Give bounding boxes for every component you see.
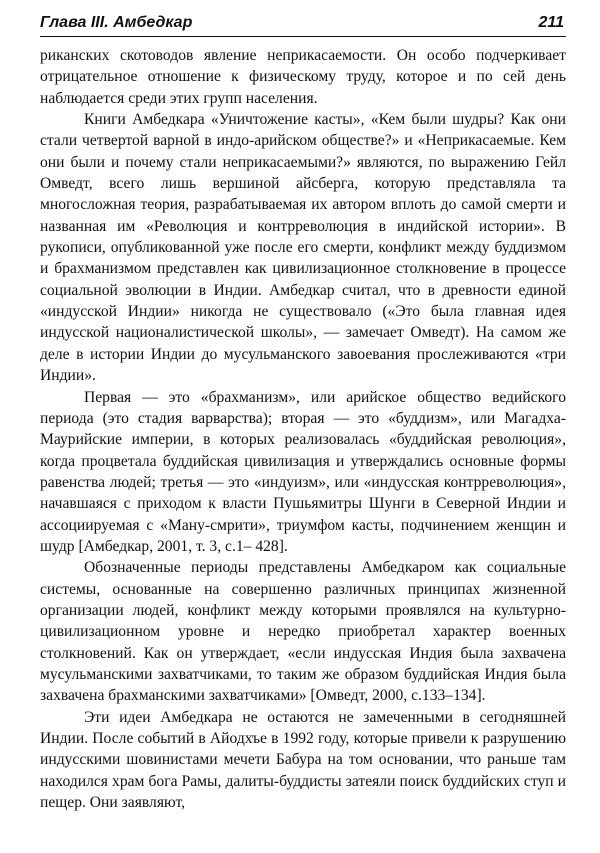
page-number: 211: [538, 14, 564, 31]
running-header: [40, 14, 566, 37]
chapter-title: Глава III. Амбедкар: [40, 14, 193, 31]
paragraph: Эти идеи Амбедкара не остаются не замеченными в сегодняшней Индии. После событий в Айодхъе в 1992 году, которые привели к разрушению индусскими шовинистами мечети Бабура на том основании, что раньше там находился храм бога Рамы, далиты-буддисты затеяли поиск буддийских ступ и пещер. Они заявляют,: [40, 708, 566, 812]
body-text: [40, 45, 566, 813]
paragraph: Первая — это «брахманизм», или арийское общество ведийского периода (это стадия варварства); вторая — это «буддизм», или Магадха-Маурийские империи, в которых реализовалась «буддийская революция», когда процветала буддийская цивилизация и утверждались основные формы равенства людей; третья — это «индуизм», или «индусская контрреволюция», начавшаяся с приходом к власти Пушьямитры Шунги в Северной Индии и ассоциируемая с «Ману-смрити», триумфом касты, подчинением женщин и шудр [Амбедкар, 2001, т. 3, с.1– 428].: [40, 388, 566, 555]
paragraph-continuation: риканских скотоводов явление неприкасаемости. Он особо подчеркивает отрицательное отношение к физическому труду, которое и по сей день наблюдается среди этих групп населения.: [40, 47, 566, 107]
paragraph: Обозначенные периоды представлены Амбедкаром как социальные системы, основанные на совершенно различных принципах жизненной организации людей, конфликт между которыми проявлялся на культурно-цивилизационном уровне и нередко приобретал характер военных столкновений. Как он утверждает, «если индусская Индия была захвачена мусульманскими захватчиками, то таким же образом буддийская Индия была захвачена брахманскими захватчиками» [Омведт, 2000, с.133–134].: [40, 559, 566, 705]
book-page: [40, 14, 566, 844]
paragraph: Книги Амбедкара «Уничтожение касты», «Кем были шудры? Как они стали четвертой варной в индо-арийском обществе?» и «Неприкасаемые. Кем они были и почему стали неприкасаемыми?» являются, по выражению Гейл Омведт, всего лишь вершиной айсберга, которую представляла та многосложная теория, разрабатываемая их автором вплоть до самой смерти и названная им «Революция и контрреволюция в индийской истории». В рукописи, опубликованной уже после его смерти, конфликт между буддизмом и брахманизмом представлен как цивилизационное столкновение в процессе социальной эволюции в Индии. Амбедкар считал, что в древности единой «индусской Индии» никогда не существовало («Это была главная идея индусской националистической школы», — замечает Омведт). На самом же деле в истории Индии до мусульманского завоевания прослеживаются «три Индии».: [40, 111, 566, 385]
